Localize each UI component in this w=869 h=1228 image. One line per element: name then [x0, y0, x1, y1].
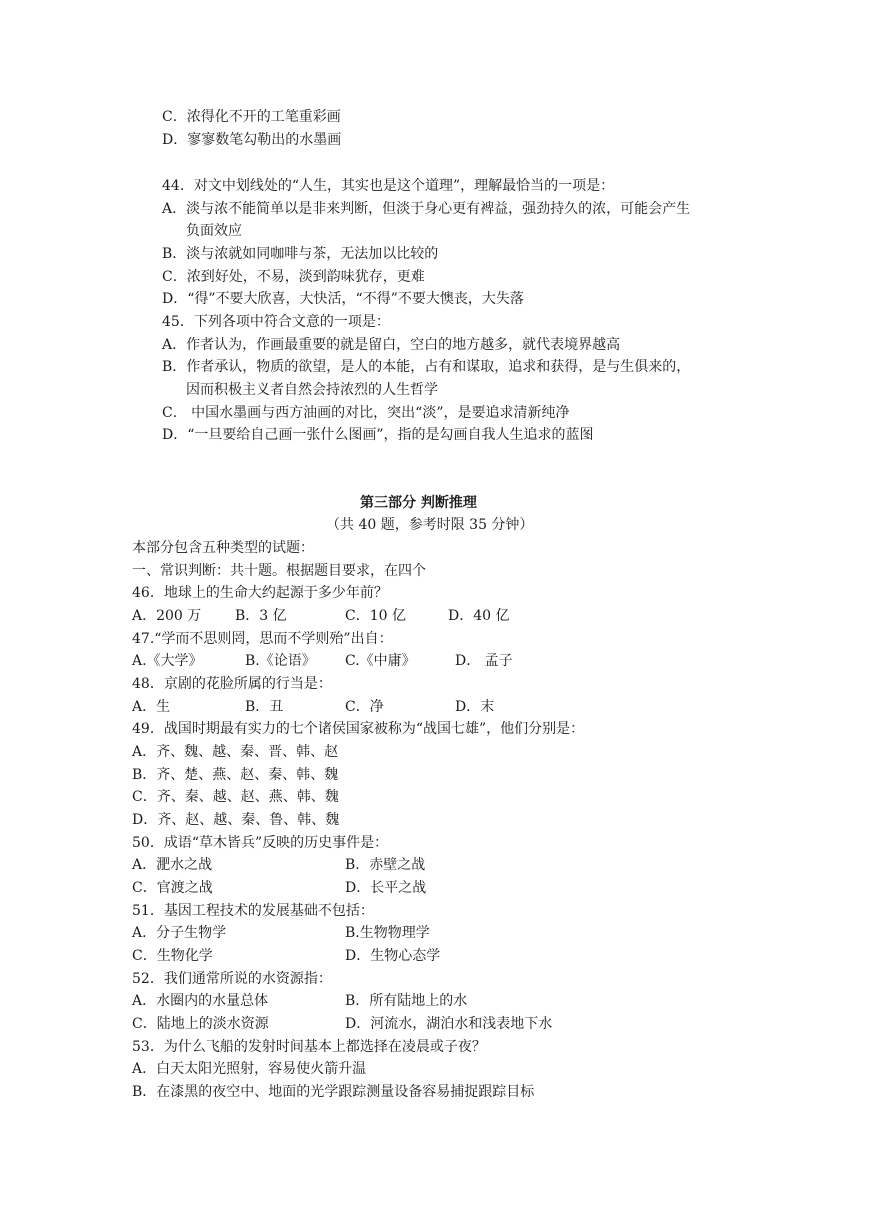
q51-option-c: C．生物化学: [132, 948, 213, 964]
q53-option-a: A．白天太阳光照射，容易使火箭升温: [132, 1061, 367, 1077]
q49-option-b: B．齐、楚、燕、赵、秦、韩、魏: [132, 767, 339, 783]
q45-option-d: D．“一旦要给自己画一张什么图画”，指的是勾画自我人生追求的蓝图: [162, 427, 594, 443]
q50-option-a: A．淝水之战: [132, 857, 213, 873]
q46-option-b: B．3 亿: [235, 608, 287, 624]
q53-stem: 53．为什么飞船的发射时间基本上都选择在凌晨或子夜？: [132, 1039, 486, 1055]
q44-option-d: D．“得”不要大欣喜，大快活，“不得”不要大懊丧，大失落: [162, 291, 524, 307]
q46-option-c: C．10 亿: [345, 608, 406, 624]
q48-option-b: B．丑: [245, 699, 284, 715]
q49-option-a: A．齐、魏、越、秦、晋、韩、赵: [132, 744, 339, 760]
q47-stem: 47.“学而不思则罔，思而不学则殆”出自：: [132, 631, 393, 647]
q45-stem: 45．下列各项中符合文意的一项是：: [162, 314, 390, 330]
q45-option-b-cont: 因而积极主义者自然会持浓烈的人生哲学: [186, 382, 438, 398]
q46-option-a: A．200 万: [132, 608, 202, 624]
q49-option-d: D．齐、赵、越、秦、鲁、韩、魏: [132, 812, 340, 828]
q48-stem: 48．京剧的花脸所属的行当是：: [132, 676, 332, 692]
q45-option-a: A．作者认为，作画最重要的就是留白，空白的地方越多，就代表境界越高: [162, 337, 621, 353]
q48-option-c: C．净: [345, 699, 384, 715]
q47-option-c: C.《中庸》: [345, 653, 416, 669]
q44-option-b: B．淡与浓就如同咖啡与茶，无法加以比较的: [162, 246, 439, 262]
q44-option-a-cont: 负面效应: [186, 223, 242, 239]
q47-option-b: B.《论语》: [245, 653, 316, 669]
q48-option-d: D．末: [455, 699, 495, 715]
section-subtitle: （共 40 题，参考时限 35 分钟）: [326, 517, 534, 533]
q47-option-a: A.《大学》: [132, 653, 203, 669]
q46-option-d: D．40 亿: [448, 608, 510, 624]
q47-option-d: D． 孟子: [455, 653, 513, 669]
q52-option-a: A．水圈内的水量总体: [132, 993, 269, 1009]
q53-option-b: B．在漆黑的夜空中、地面的光学跟踪测量设备容易捕捉跟踪目标: [132, 1084, 535, 1100]
q50-option-c: C．官渡之战: [132, 880, 213, 896]
q50-option-d: D．长平之战: [345, 880, 427, 896]
q52-option-b: B．所有陆地上的水: [345, 993, 468, 1009]
q43-option-c: C．浓得化不开的工笔重彩画: [162, 109, 341, 125]
section-title: 第三部分 判断推理: [360, 495, 477, 511]
q44-option-a: A．淡与浓不能简单以是非来判断，但淡于身心更有裨益，强劲持久的浓，可能会产生: [162, 201, 691, 217]
q52-option-c: C．陆地上的淡水资源: [132, 1016, 269, 1032]
q44-option-c: C．浓到好处，不易，淡到韵味犹存，更难: [162, 269, 425, 285]
q51-option-a: A．分子生物学: [132, 925, 227, 941]
q49-option-c: C．齐、秦、越、赵、燕、韩、魏: [132, 789, 339, 805]
q50-option-b: B．赤壁之战: [345, 857, 426, 873]
q52-option-d: D．河流水，湖泊水和浅表地下水: [345, 1016, 553, 1032]
subsection-heading: 一、常识判断：共十题。根据题目要求，在四个: [132, 563, 426, 579]
q46-stem: 46．地球上的生命大约起源于多少年前？: [132, 585, 388, 601]
q43-option-d: D．寥寥数笔勾勒出的水墨画: [162, 132, 342, 148]
q50-stem: 50．成语“草木皆兵”反映的历史事件是：: [132, 835, 389, 851]
q52-stem: 52．我们通常所说的水资源指：: [132, 971, 332, 987]
q45-option-b: B．作者承认，物质的欲望，是人的本能，占有和谋取，追求和获得，是与生俱来的，: [162, 359, 691, 375]
q51-stem: 51．基因工程技术的发展基础不包括：: [132, 903, 374, 919]
q45-option-c: C． 中国水墨画与西方油画的对比，突出“淡”，是要追求清新纯净: [162, 405, 570, 421]
q44-stem: 44．对文中划线处的“人生，其实也是这个道理”，理解最恰当的一项是：: [162, 178, 615, 194]
q51-option-b: B.生物物理学: [345, 925, 430, 941]
q51-option-d: D．生物心态学: [345, 948, 441, 964]
q49-stem: 49．战国时期最有实力的七个诸侯国家被称为“战国七雄”，他们分别是：: [132, 721, 585, 737]
section-intro: 本部分包含五种类型的试题：: [132, 540, 314, 556]
q48-option-a: A．生: [132, 699, 171, 715]
